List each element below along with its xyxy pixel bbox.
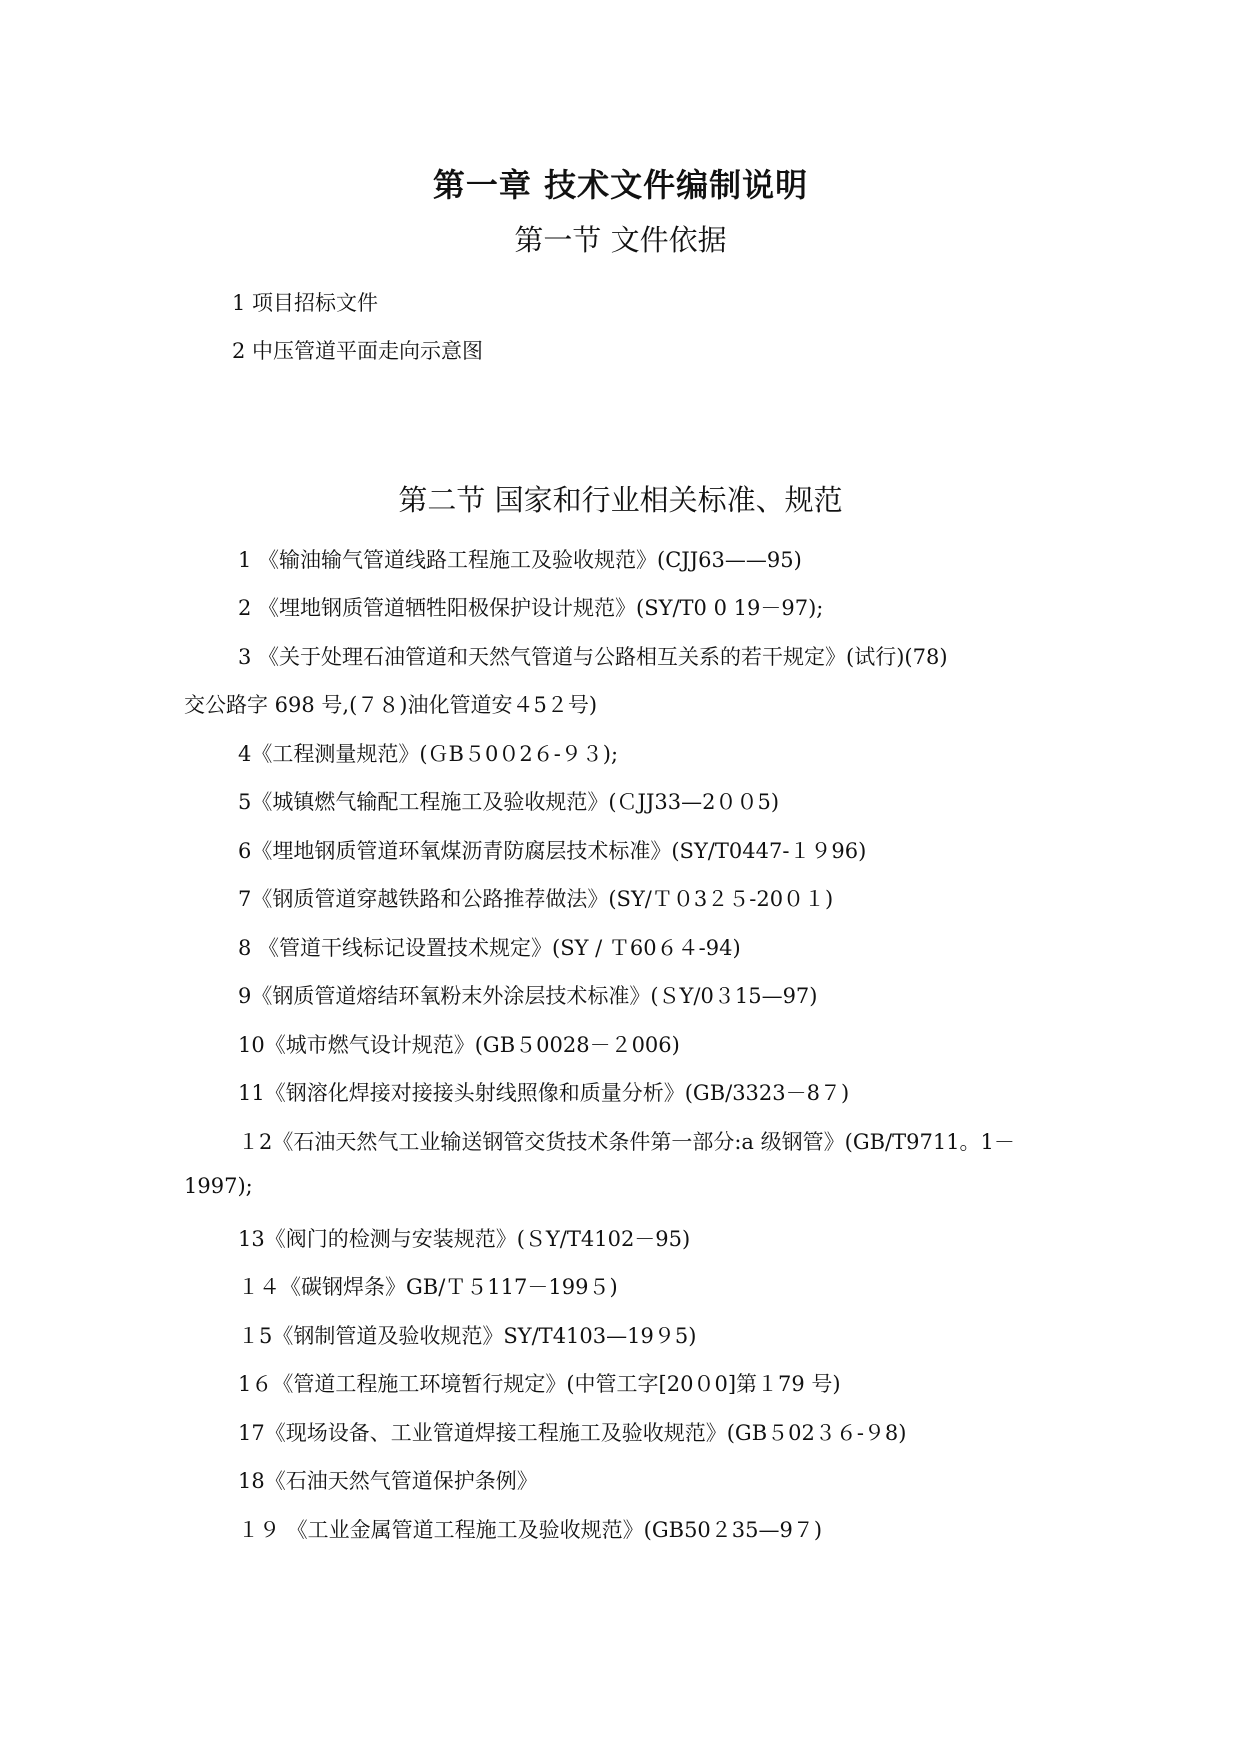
basis-item: 2 中压管道平面走向示意图	[232, 339, 484, 363]
standard-item: 13《阀门的检测与安装规范》(ＳY/T4102－95)	[238, 1227, 691, 1251]
standard-item-continuation: 交公路字 698 号,(７８)油化管道安４5２号)	[184, 693, 598, 717]
standard-item: 8 《管道干线标记设置技术规定》(SY / Ｔ60６４-94)	[238, 936, 741, 960]
standard-item: １5《钢制管道及验收规范》SY/T4103—19９5)	[238, 1324, 697, 1348]
standard-item: 9《钢质管道熔结环氧粉末外涂层技术标准》(ＳY/0３15—97)	[238, 984, 818, 1008]
standard-item: １４《碳钢焊条》GB/Ｔ５117－199５)	[238, 1275, 618, 1299]
standard-item: 5《城镇燃气输配工程施工及验收规范》(ＣJJ33—2００5)	[238, 790, 780, 814]
standard-item: 4《工程测量规范》(ＧB５0０2６-９３);	[238, 742, 619, 766]
section-1-title: 第一节 文件依据	[514, 223, 727, 257]
section-2-title: 第二节 国家和行业相关标准、规范	[398, 483, 843, 517]
standard-item: 1 《输油输气管道线路工程施工及验收规范》(CJJ63——95)	[238, 548, 802, 572]
standard-item: 11《钢溶化焊接对接接头射线照像和质量分析》(GB/3323－8７)	[238, 1081, 850, 1105]
standard-item: 2 《埋地钢质管道牺牲阳极保护设计规范》(SY/T0 0 19－97);	[238, 596, 824, 620]
standard-item: 18《石油天然气管道保护条例》	[238, 1469, 538, 1493]
standard-item: １2《石油天然气工业输送钢管交货技术条件第一部分:a 级钢管》(GB/T9711。1－	[238, 1130, 1015, 1154]
standard-item: 1６《管道工程施工环境暂行规定》(中管工字[20０0]第１79 号)	[238, 1372, 841, 1396]
basis-item: 1 项目招标文件	[232, 291, 379, 315]
standard-item-continuation: 1997);	[184, 1174, 253, 1198]
standard-item: 7《钢质管道穿越铁路和公路推荐做法》(SY/Ｔ０3２５-20０１)	[238, 887, 834, 911]
standard-item: 10《城市燃气设计规范》(GB５0028－２006)	[238, 1033, 680, 1057]
standard-item: 6《埋地钢质管道环氧煤沥青防腐层技术标准》(SY/T0447-１９96)	[238, 839, 867, 863]
standard-item: １９ 《工业金属管道工程施工及验收规范》(GB50２35—9７)	[238, 1518, 823, 1542]
standard-item: 17《现场设备、工业管道焊接工程施工及验收规范》(GB５02３６-９8)	[238, 1421, 907, 1445]
standard-item: 3 《关于处理石油管道和天然气管道与公路相互关系的若干规定》(试行)(78)	[238, 645, 948, 669]
chapter-title: 第一章 技术文件编制说明	[432, 166, 809, 204]
